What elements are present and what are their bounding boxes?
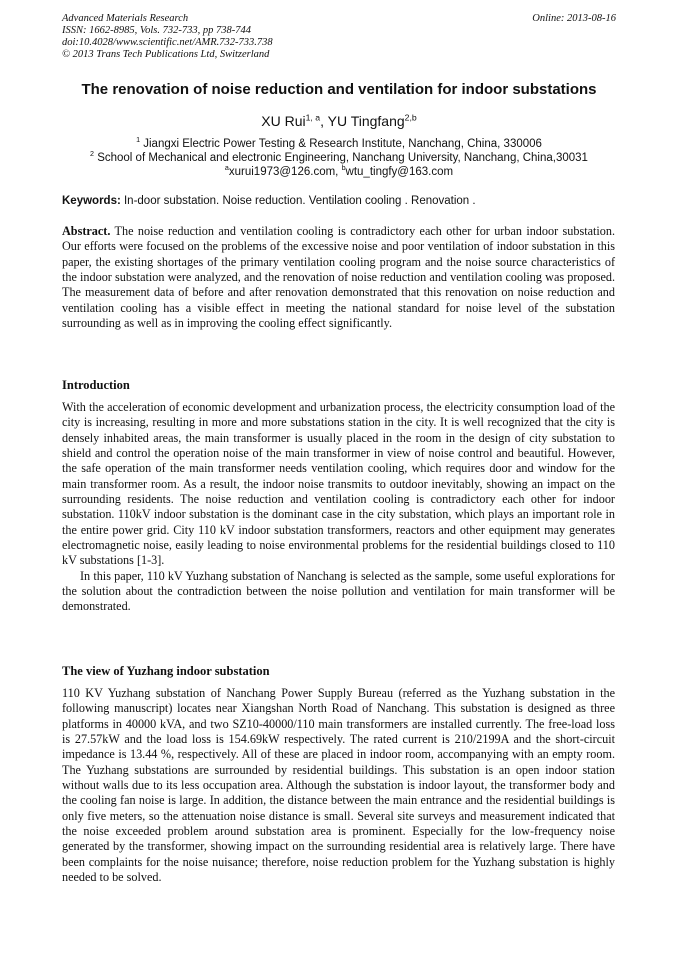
affiliation-1-text: Jiangxi Electric Power Testing & Research Institute, Nanchang, China, 330006	[140, 138, 542, 150]
author-1-name: XU Rui	[261, 113, 306, 129]
keywords	[62, 195, 622, 207]
author-line	[40, 113, 638, 129]
online-date: Online: 2013-08-16	[532, 13, 616, 24]
email-line	[40, 165, 638, 179]
view-heading: The view of Yuzhang indoor substation	[62, 664, 270, 678]
email-b-sup: b	[341, 164, 346, 173]
affiliation-1-sup: 1	[136, 136, 141, 145]
abstract	[62, 224, 615, 331]
keywords-text: In-door substation. Noise reduction. Ventilation cooling . Renovation .	[120, 195, 476, 207]
introduction-heading: Introduction	[62, 378, 130, 392]
email-a-sup: a	[224, 164, 229, 173]
copyright-line: © 2013 Trans Tech Publications Ltd, Switzerland	[62, 49, 270, 60]
journal-name: Advanced Materials Research	[62, 13, 189, 24]
view-body	[62, 686, 615, 885]
email-b: wtu_tingfy@163.com	[345, 166, 454, 178]
author-2-sup: 2,b	[404, 112, 417, 123]
author-2-name: YU Tingfang	[327, 113, 405, 129]
affiliation-2-text: School of Mechanical and electronic Engineering, Nanchang University, Nanchang, China,30031	[94, 152, 588, 164]
introduction-paragraph-2: In this paper, 110 kV Yuzhang substation of Nanchang is selected as the sample, some useful explorations for the solution about the contradiction between the noise pollution and ventilation for main transformer will be demonstrated.	[62, 568, 615, 614]
email-a: xurui1973@126.com,	[228, 166, 342, 178]
keywords-label: Keywords:	[62, 195, 121, 207]
abstract-text: The noise reduction and ventilation cooling is contradictory each other for urban indoor substation. Our efforts were focused on the problems of the excessive noise and poor ventilation of indoor substation in this paper, the existing shortages of the primary ventilation cooling program and the noise source characteristics of the indoor substation were analyzed, and the renovation of noise reduction and ventilation cooling was proposed. The measurement data of before and after renovation demonstrated that this renovation on noise reduction and ventilation cooling has a visible effect in meeting the national standard for noise level of the substation surrounding as well as in improving the cooling effect significantly.	[62, 224, 615, 331]
affiliation-2	[40, 151, 638, 165]
paper-title: The renovation of noise reduction and ventilation for indoor substations	[81, 81, 597, 98]
doi-line: doi:10.4028/www.scientific.net/AMR.732-733.738	[62, 37, 273, 48]
journal-header	[62, 13, 616, 61]
author-1-sup: 1, a	[305, 112, 321, 123]
author-separator: ,	[320, 113, 328, 129]
issn-line: ISSN: 1662-8985, Vols. 732-733, pp 738-744	[62, 25, 251, 36]
introduction-paragraph-1: With the acceleration of economic development and urbanization process, the electricity consumption load of the city is increasing, resulting in more and more substations station in the city. It is well recognized that the city is densely inhabited areas, the main transformer is usually placed in the room in the design of city substation to shield and control the operation noise of the main transformer in view of noise control and beautiful. However, the safe operation of the main transformer needs ventilation cooling, which requires door and window for the main transformer room. As a result, the indoor noise transmits to outdoor inevitably, showing an impact on the surrounding residents. The noise reduction and ventilation cooling is contradictory each other for indoor substation. 110kV indoor substation is the dominant case in the city substation, which plays an important role in the entire power grid. City 110 kV indoor substation transformers, reactors and other equipment may generates electromagnetic noise, easily leading to noise environmental problems for the residential buildings closed to 110 kV substations [1-3].	[62, 400, 615, 568]
introduction-body	[62, 400, 615, 615]
affiliation-2-sup: 2	[90, 150, 94, 159]
abstract-label: Abstract.	[62, 224, 111, 238]
view-paragraph-1: 110 KV Yuzhang substation of Nanchang Power Supply Bureau (referred as the Yuzhang substation in the following manuscript) locates near Xiangshan North Road of Nanchang. This substation is designed as three platforms in 40000 kVA, and two SZ10-40000/110 main transformers are installed currently. The free-load loss is 27.57kW and the load loss is 154.69kW respectively. The rated current is 210/2199A and the short-circuit impedance is 13.44 %, respectively. All of these are placed in indoor room, accompanying with an empty room. The Yuzhang substations are surrounded by residential buildings. This substation is an open indoor station without walls due to its less occupation area. Although the substation is indoor layout, the transformer body and the cooling fan noise is large. In addition, the distance between the main entrance and the residential buildings is only five meters, so the attenuation noise distance is small. Several site surveys and measurement indicated that the noise exceeded problem around substation area is prominent. Especially for the low-frequency noise generated by the transformer, showing impact on the surrounding residential area is relatively large. There have been complaints for the noise nuisance; therefore, noise reduction problem for the Yuzhang substation is highly needed to be solved.	[62, 686, 615, 885]
affiliation-1	[40, 137, 638, 151]
